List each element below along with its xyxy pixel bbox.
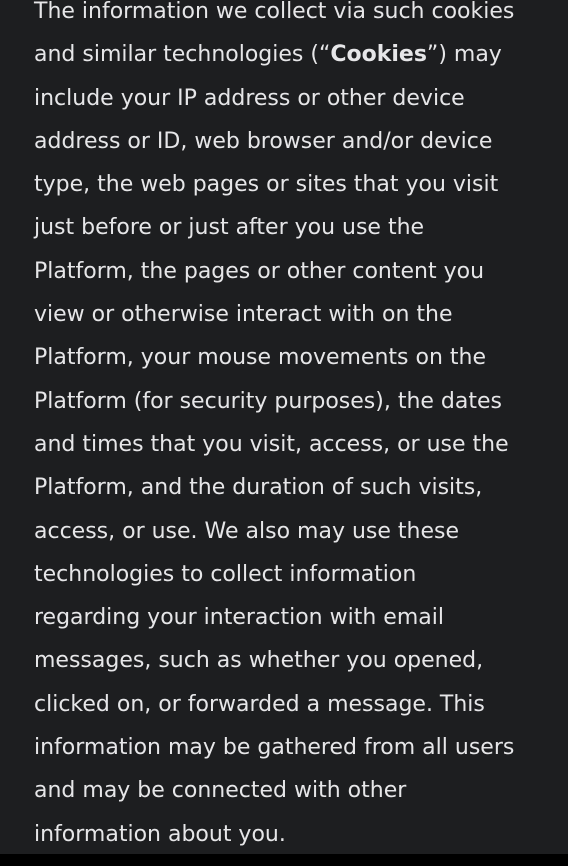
policy-line-11: and times that you visit, access, or use the [34,431,509,457]
policy-line-17: clicked on, or forwarded a message. This [34,691,485,717]
policy-line-6: just before or just after you use the [34,215,425,241]
cookies-term: Cookies [330,42,427,68]
policy-line-10: Platform (for security purposes), the dates [34,388,503,414]
policy-line-9: Platform, your mouse movements on the [34,345,486,371]
policy-line-2-start: and similar technologies (“ [34,42,331,68]
policy-line-18: information may be gathered from all users [34,735,515,761]
policy-line-15: regarding your interaction with email [34,605,444,631]
policy-line-20: information about you. [34,821,286,847]
policy-line-2-end: ”) may [426,42,502,68]
bottom-navigation-bar [0,854,568,866]
policy-line-14: technologies to collect information [34,561,417,587]
policy-line-2 [34,33,534,76]
policy-line-16: messages, such as whether you opened, [34,648,484,674]
policy-line-4: address or ID, web browser and/or device [34,128,493,154]
policy-line-7: Platform, the pages or other content you [34,258,485,284]
policy-line-8: view or otherwise interact with on the [34,302,453,328]
policy-line-13: access, or use. We also may use these [34,518,460,544]
policy-line-12: Platform, and the duration of such visits, [34,475,483,501]
policy-line-5: type, the web pages or sites that you visit [34,172,499,198]
policy-line-19: and may be connected with other [34,778,407,804]
cookie-policy-paragraph [34,0,534,856]
policy-line-1: The information we collect via such cookies [34,0,515,24]
policy-line-3: include your IP address or other device [34,85,465,111]
